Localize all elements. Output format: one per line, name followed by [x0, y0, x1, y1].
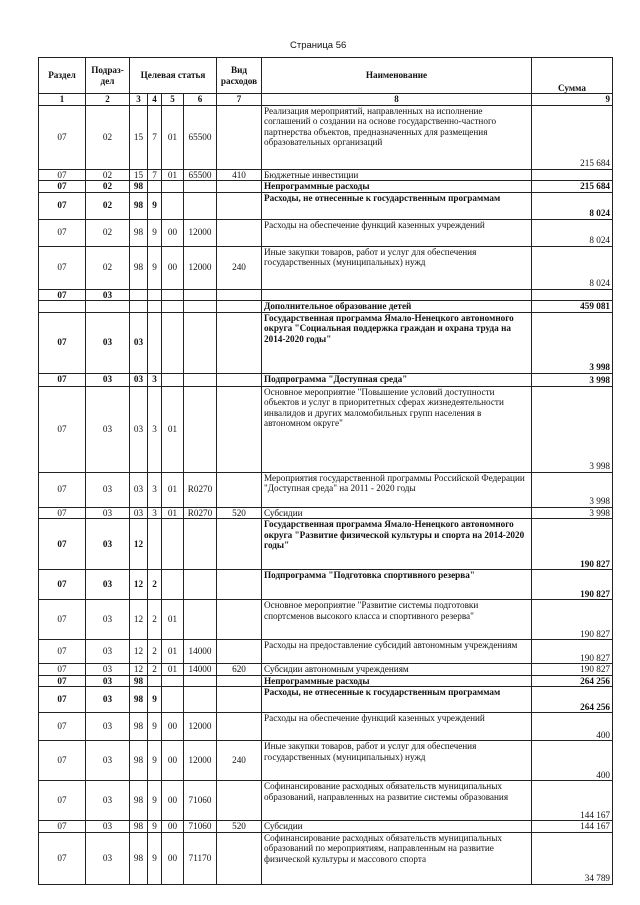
razdel-cell: 07	[39, 472, 86, 507]
podrazdel-cell: 03	[86, 570, 130, 600]
sum-cell: 264 256	[532, 675, 613, 687]
sum-cell: 3 998	[532, 507, 613, 519]
sum-cell: 190 827	[532, 640, 613, 664]
podrazdel-cell: 02	[86, 219, 130, 246]
target-d-cell	[184, 600, 217, 640]
table-row	[39, 192, 613, 219]
razdel-cell: 07	[39, 386, 86, 472]
vid-cell	[217, 781, 262, 821]
target-c-cell	[162, 373, 184, 386]
sum-cell: 190 827	[532, 600, 613, 640]
razdel-cell: 07	[39, 105, 86, 169]
razdel-cell: 07	[39, 664, 86, 676]
target-a-cell: 98	[130, 687, 148, 713]
target-b-cell: 3	[148, 373, 162, 386]
target-b-cell: 9	[148, 821, 162, 833]
table-row	[39, 821, 613, 833]
target-b-cell: 3	[148, 472, 162, 507]
podrazdel-cell: 03	[86, 664, 130, 676]
sum-cell: 8 024	[532, 192, 613, 219]
vid-cell	[217, 832, 262, 884]
target-a-cell: 03	[130, 507, 148, 519]
podrazdel-cell: 02	[86, 169, 130, 181]
table-row	[39, 781, 613, 821]
target-c-cell	[162, 289, 184, 301]
target-d-cell: 14000	[184, 664, 217, 676]
vid-cell	[217, 675, 262, 687]
vid-cell	[217, 640, 262, 664]
name-cell: Дополнительное образование детей	[262, 301, 532, 313]
target-a-cell: 15	[130, 169, 148, 181]
table-row	[39, 181, 613, 193]
table-row	[39, 301, 613, 313]
vid-cell	[217, 687, 262, 713]
col-number: 4	[148, 94, 162, 106]
target-a-cell	[130, 289, 148, 301]
sum-cell	[532, 289, 613, 301]
name-cell: Расходы на обеспечение функций казенных учреждений	[262, 219, 532, 246]
target-a-cell: 12	[130, 664, 148, 676]
target-d-cell: 65500	[184, 169, 217, 181]
target-d-cell	[184, 519, 217, 570]
target-a-cell: 98	[130, 675, 148, 687]
target-c-cell: 01	[162, 664, 184, 676]
razdel-cell: 07	[39, 246, 86, 289]
podrazdel-cell: 02	[86, 181, 130, 193]
vid-cell	[217, 181, 262, 193]
header-podrazdel: Подраз- дел	[86, 58, 130, 94]
table-row	[39, 246, 613, 289]
razdel-cell: 07	[39, 781, 86, 821]
target-c-cell: 00	[162, 781, 184, 821]
target-b-cell: 9	[148, 687, 162, 713]
target-a-cell: 15	[130, 105, 148, 169]
podrazdel-cell: 03	[86, 781, 130, 821]
target-b-cell: 9	[148, 219, 162, 246]
target-a-cell: 03	[130, 312, 148, 373]
target-d-cell: 71060	[184, 781, 217, 821]
target-a-cell: 03	[130, 373, 148, 386]
name-cell: Софинансирование расходных обязательств муниципальных образований по мероприятиям, направленным на развитие физической культуры и массового спорта	[262, 832, 532, 884]
target-c-cell: 01	[162, 386, 184, 472]
target-a-cell: 12	[130, 600, 148, 640]
podrazdel-cell: 03	[86, 312, 130, 373]
table-row	[39, 519, 613, 570]
razdel-cell	[39, 301, 86, 313]
sum-cell: 190 827	[532, 519, 613, 570]
col-number: 3	[130, 94, 148, 106]
sum-cell: 215 684	[532, 105, 613, 169]
target-c-cell: 01	[162, 640, 184, 664]
target-b-cell	[148, 675, 162, 687]
target-c-cell: 01	[162, 105, 184, 169]
target-c-cell	[162, 192, 184, 219]
col-number: 5	[162, 94, 184, 106]
sum-cell: 3 998	[532, 312, 613, 373]
name-cell: Государственная программа Ямало-Ненецкого автономного округа "Развитие физической культуры и спорта на 2014-2020 годы"	[262, 519, 532, 570]
target-d-cell: 12000	[184, 713, 217, 741]
vid-cell: 410	[217, 169, 262, 181]
sum-cell: 3 998	[532, 386, 613, 472]
razdel-cell: 07	[39, 181, 86, 193]
name-cell: Подпрограмма "Подготовка спортивного резерва"	[262, 570, 532, 600]
target-a-cell: 12	[130, 640, 148, 664]
name-cell: Субсидии	[262, 507, 532, 519]
target-d-cell: R0270	[184, 472, 217, 507]
sum-cell: 459 081	[532, 301, 613, 313]
podrazdel-cell: 03	[86, 373, 130, 386]
podrazdel-cell: 03	[86, 289, 130, 301]
target-d-cell	[184, 570, 217, 600]
target-b-cell: 2	[148, 640, 162, 664]
podrazdel-cell: 02	[86, 192, 130, 219]
target-d-cell: 14000	[184, 640, 217, 664]
razdel-cell: 07	[39, 192, 86, 219]
table-row	[39, 570, 613, 600]
name-cell: Расходы, не отнесенные к государственным программам	[262, 192, 532, 219]
name-cell: Мероприятия государственной программы Российской Федерации "Доступная среда" на 2011 - 2020 годы	[262, 472, 532, 507]
vid-cell	[217, 192, 262, 219]
vid-cell: 520	[217, 507, 262, 519]
razdel-cell: 07	[39, 687, 86, 713]
podrazdel-cell: 03	[86, 741, 130, 781]
podrazdel-cell: 03	[86, 386, 130, 472]
razdel-cell: 07	[39, 713, 86, 741]
table-row	[39, 640, 613, 664]
podrazdel-cell: 03	[86, 832, 130, 884]
target-b-cell: 9	[148, 741, 162, 781]
table-row	[39, 373, 613, 386]
sum-cell: 400	[532, 713, 613, 741]
vid-cell: 520	[217, 821, 262, 833]
name-cell: Непрограммные расходы	[262, 675, 532, 687]
col-number: 2	[86, 94, 130, 106]
razdel-cell: 07	[39, 741, 86, 781]
target-a-cell: 12	[130, 519, 148, 570]
table-row	[39, 507, 613, 519]
vid-cell	[217, 386, 262, 472]
name-cell: Непрограммные расходы	[262, 181, 532, 193]
name-cell: Субсидии	[262, 821, 532, 833]
vid-cell	[217, 713, 262, 741]
table-row	[39, 675, 613, 687]
col-number: 6	[184, 94, 217, 106]
col-number: 9	[532, 94, 613, 106]
header-target: Целевая статья	[130, 58, 217, 94]
name-cell: Расходы на предоставление субсидий автономным учреждениям	[262, 640, 532, 664]
target-c-cell	[162, 312, 184, 373]
target-b-cell: 3	[148, 507, 162, 519]
target-a-cell: 12	[130, 570, 148, 600]
sum-cell: 190 827	[532, 570, 613, 600]
target-b-cell	[148, 519, 162, 570]
header-vid: Вид расходов	[217, 58, 262, 94]
target-d-cell: 12000	[184, 741, 217, 781]
name-cell: Государственная программа Ямало-Ненецкого автономного округа "Социальная поддержка граждан и охрана труда на 2014-2020 годы"	[262, 312, 532, 373]
name-cell: Расходы, не отнесенные к государственным программам	[262, 687, 532, 713]
podrazdel-cell: 02	[86, 246, 130, 289]
razdel-cell: 07	[39, 169, 86, 181]
podrazdel-cell: 03	[86, 507, 130, 519]
razdel-cell: 07	[39, 289, 86, 301]
sum-cell	[532, 169, 613, 181]
col-number: 1	[39, 94, 86, 106]
column-number-row	[39, 94, 613, 106]
sum-cell: 8 024	[532, 246, 613, 289]
target-d-cell	[184, 675, 217, 687]
target-c-cell: 01	[162, 507, 184, 519]
vid-cell	[217, 219, 262, 246]
target-a-cell: 03	[130, 386, 148, 472]
name-cell: Расходы на обеспечение функций казенных учреждений	[262, 713, 532, 741]
sum-cell: 400	[532, 741, 613, 781]
target-c-cell	[162, 675, 184, 687]
sum-cell: 264 256	[532, 687, 613, 713]
target-b-cell: 7	[148, 169, 162, 181]
vid-cell	[217, 600, 262, 640]
table-row	[39, 219, 613, 246]
table-row	[39, 105, 613, 169]
target-c-cell: 01	[162, 600, 184, 640]
target-d-cell: 65500	[184, 105, 217, 169]
target-d-cell	[184, 373, 217, 386]
table-row	[39, 832, 613, 884]
vid-cell	[217, 105, 262, 169]
name-cell: Основное мероприятие "Развитие системы подготовки спортсменов высокого класса и спортивного резерва"	[262, 600, 532, 640]
target-c-cell: 01	[162, 169, 184, 181]
target-a-cell: 98	[130, 821, 148, 833]
vid-cell	[217, 373, 262, 386]
target-d-cell	[184, 687, 217, 713]
target-b-cell	[148, 312, 162, 373]
target-d-cell: R0270	[184, 507, 217, 519]
name-cell: Софинансирование расходных обязательств муниципальных образований, направленных на развитие системы образования	[262, 781, 532, 821]
target-b-cell: 2	[148, 664, 162, 676]
table-row	[39, 687, 613, 713]
target-c-cell: 00	[162, 741, 184, 781]
name-cell: Основное мероприятие "Повышение условий доступности объектов и услуг в приоритетных сферах жизнедеятельности инвалидов и других маломобильных групп населения в автономном округе"	[262, 386, 532, 472]
vid-cell	[217, 570, 262, 600]
target-b-cell: 9	[148, 832, 162, 884]
razdel-cell: 07	[39, 373, 86, 386]
sum-cell: 3 998	[532, 472, 613, 507]
header-sum: Сумма	[532, 58, 613, 94]
target-c-cell: 01	[162, 472, 184, 507]
razdel-cell: 07	[39, 675, 86, 687]
target-b-cell	[148, 181, 162, 193]
target-b-cell: 9	[148, 192, 162, 219]
table-row	[39, 289, 613, 301]
vid-cell	[217, 289, 262, 301]
target-b-cell: 9	[148, 781, 162, 821]
name-cell: Иные закупки товаров, работ и услуг для обеспечения государственных (муниципальных) нужд	[262, 741, 532, 781]
target-d-cell	[184, 181, 217, 193]
target-d-cell: 12000	[184, 246, 217, 289]
header-razdel: Раздел	[39, 58, 86, 94]
target-b-cell: 9	[148, 713, 162, 741]
target-c-cell: 00	[162, 219, 184, 246]
podrazdel-cell	[86, 301, 130, 313]
target-c-cell	[162, 519, 184, 570]
target-d-cell: 12000	[184, 219, 217, 246]
target-c-cell	[162, 181, 184, 193]
razdel-cell: 07	[39, 600, 86, 640]
razdel-cell: 07	[39, 821, 86, 833]
vid-cell: 620	[217, 664, 262, 676]
target-b-cell: 7	[148, 105, 162, 169]
vid-cell: 240	[217, 246, 262, 289]
col-number: 7	[217, 94, 262, 106]
podrazdel-cell: 03	[86, 640, 130, 664]
target-d-cell: 71170	[184, 832, 217, 884]
col-number: 8	[262, 94, 532, 106]
podrazdel-cell: 03	[86, 713, 130, 741]
table-row	[39, 713, 613, 741]
target-c-cell: 00	[162, 821, 184, 833]
razdel-cell: 07	[39, 507, 86, 519]
vid-cell	[217, 472, 262, 507]
sum-cell: 144 167	[532, 821, 613, 833]
podrazdel-cell: 03	[86, 600, 130, 640]
podrazdel-cell: 03	[86, 519, 130, 570]
target-c-cell: 00	[162, 246, 184, 289]
sum-cell: 190 827	[532, 664, 613, 676]
target-a-cell: 98	[130, 741, 148, 781]
target-b-cell: 2	[148, 570, 162, 600]
budget-table	[38, 57, 613, 885]
table-row	[39, 472, 613, 507]
target-d-cell	[184, 192, 217, 219]
target-a-cell	[130, 301, 148, 313]
target-a-cell: 98	[130, 713, 148, 741]
table-row	[39, 741, 613, 781]
header-row	[39, 58, 613, 94]
razdel-cell: 07	[39, 832, 86, 884]
table-row	[39, 169, 613, 181]
target-a-cell: 98	[130, 832, 148, 884]
target-b-cell: 9	[148, 246, 162, 289]
sum-cell: 144 167	[532, 781, 613, 821]
name-cell: Подпрограмма "Доступная среда"	[262, 373, 532, 386]
podrazdel-cell: 03	[86, 675, 130, 687]
table-row	[39, 600, 613, 640]
target-a-cell: 98	[130, 781, 148, 821]
target-b-cell: 2	[148, 600, 162, 640]
vid-cell	[217, 519, 262, 570]
vid-cell	[217, 312, 262, 373]
name-cell	[262, 289, 532, 301]
name-cell: Бюджетные инвестиции	[262, 169, 532, 181]
target-d-cell	[184, 312, 217, 373]
podrazdel-cell: 02	[86, 105, 130, 169]
target-d-cell	[184, 301, 217, 313]
razdel-cell: 07	[39, 519, 86, 570]
target-a-cell: 03	[130, 472, 148, 507]
name-cell: Субсидии автономным учреждениям	[262, 664, 532, 676]
target-c-cell: 00	[162, 713, 184, 741]
table-row	[39, 386, 613, 472]
razdel-cell: 07	[39, 219, 86, 246]
target-d-cell	[184, 289, 217, 301]
target-a-cell: 98	[130, 219, 148, 246]
sum-cell: 8 024	[532, 219, 613, 246]
podrazdel-cell: 03	[86, 472, 130, 507]
target-b-cell	[148, 289, 162, 301]
target-c-cell	[162, 301, 184, 313]
target-c-cell	[162, 570, 184, 600]
target-a-cell: 98	[130, 246, 148, 289]
target-a-cell: 98	[130, 192, 148, 219]
header-name: Наименование	[262, 58, 532, 94]
vid-cell: 240	[217, 741, 262, 781]
target-a-cell: 98	[130, 181, 148, 193]
target-d-cell: 71060	[184, 821, 217, 833]
name-cell: Иные закупки товаров, работ и услуг для обеспечения государственных (муниципальных) нужд	[262, 246, 532, 289]
target-b-cell	[148, 301, 162, 313]
razdel-cell: 07	[39, 312, 86, 373]
razdel-cell: 07	[39, 640, 86, 664]
sum-cell: 34 789	[532, 832, 613, 884]
vid-cell	[217, 301, 262, 313]
target-b-cell: 3	[148, 386, 162, 472]
sum-cell: 3 998	[532, 373, 613, 386]
podrazdel-cell: 03	[86, 687, 130, 713]
target-c-cell	[162, 687, 184, 713]
name-cell: Реализация мероприятий, направленных на исполнение соглашений о создании на основе государственно-частного партнерства объектов, предназначенных для размещения образовательных организаций	[262, 105, 532, 169]
sum-cell: 215 684	[532, 181, 613, 193]
razdel-cell: 07	[39, 570, 86, 600]
target-d-cell	[184, 386, 217, 472]
table-row	[39, 312, 613, 373]
page-label: Страница 56	[290, 40, 347, 51]
table-row	[39, 664, 613, 676]
podrazdel-cell: 03	[86, 821, 130, 833]
target-c-cell: 00	[162, 832, 184, 884]
